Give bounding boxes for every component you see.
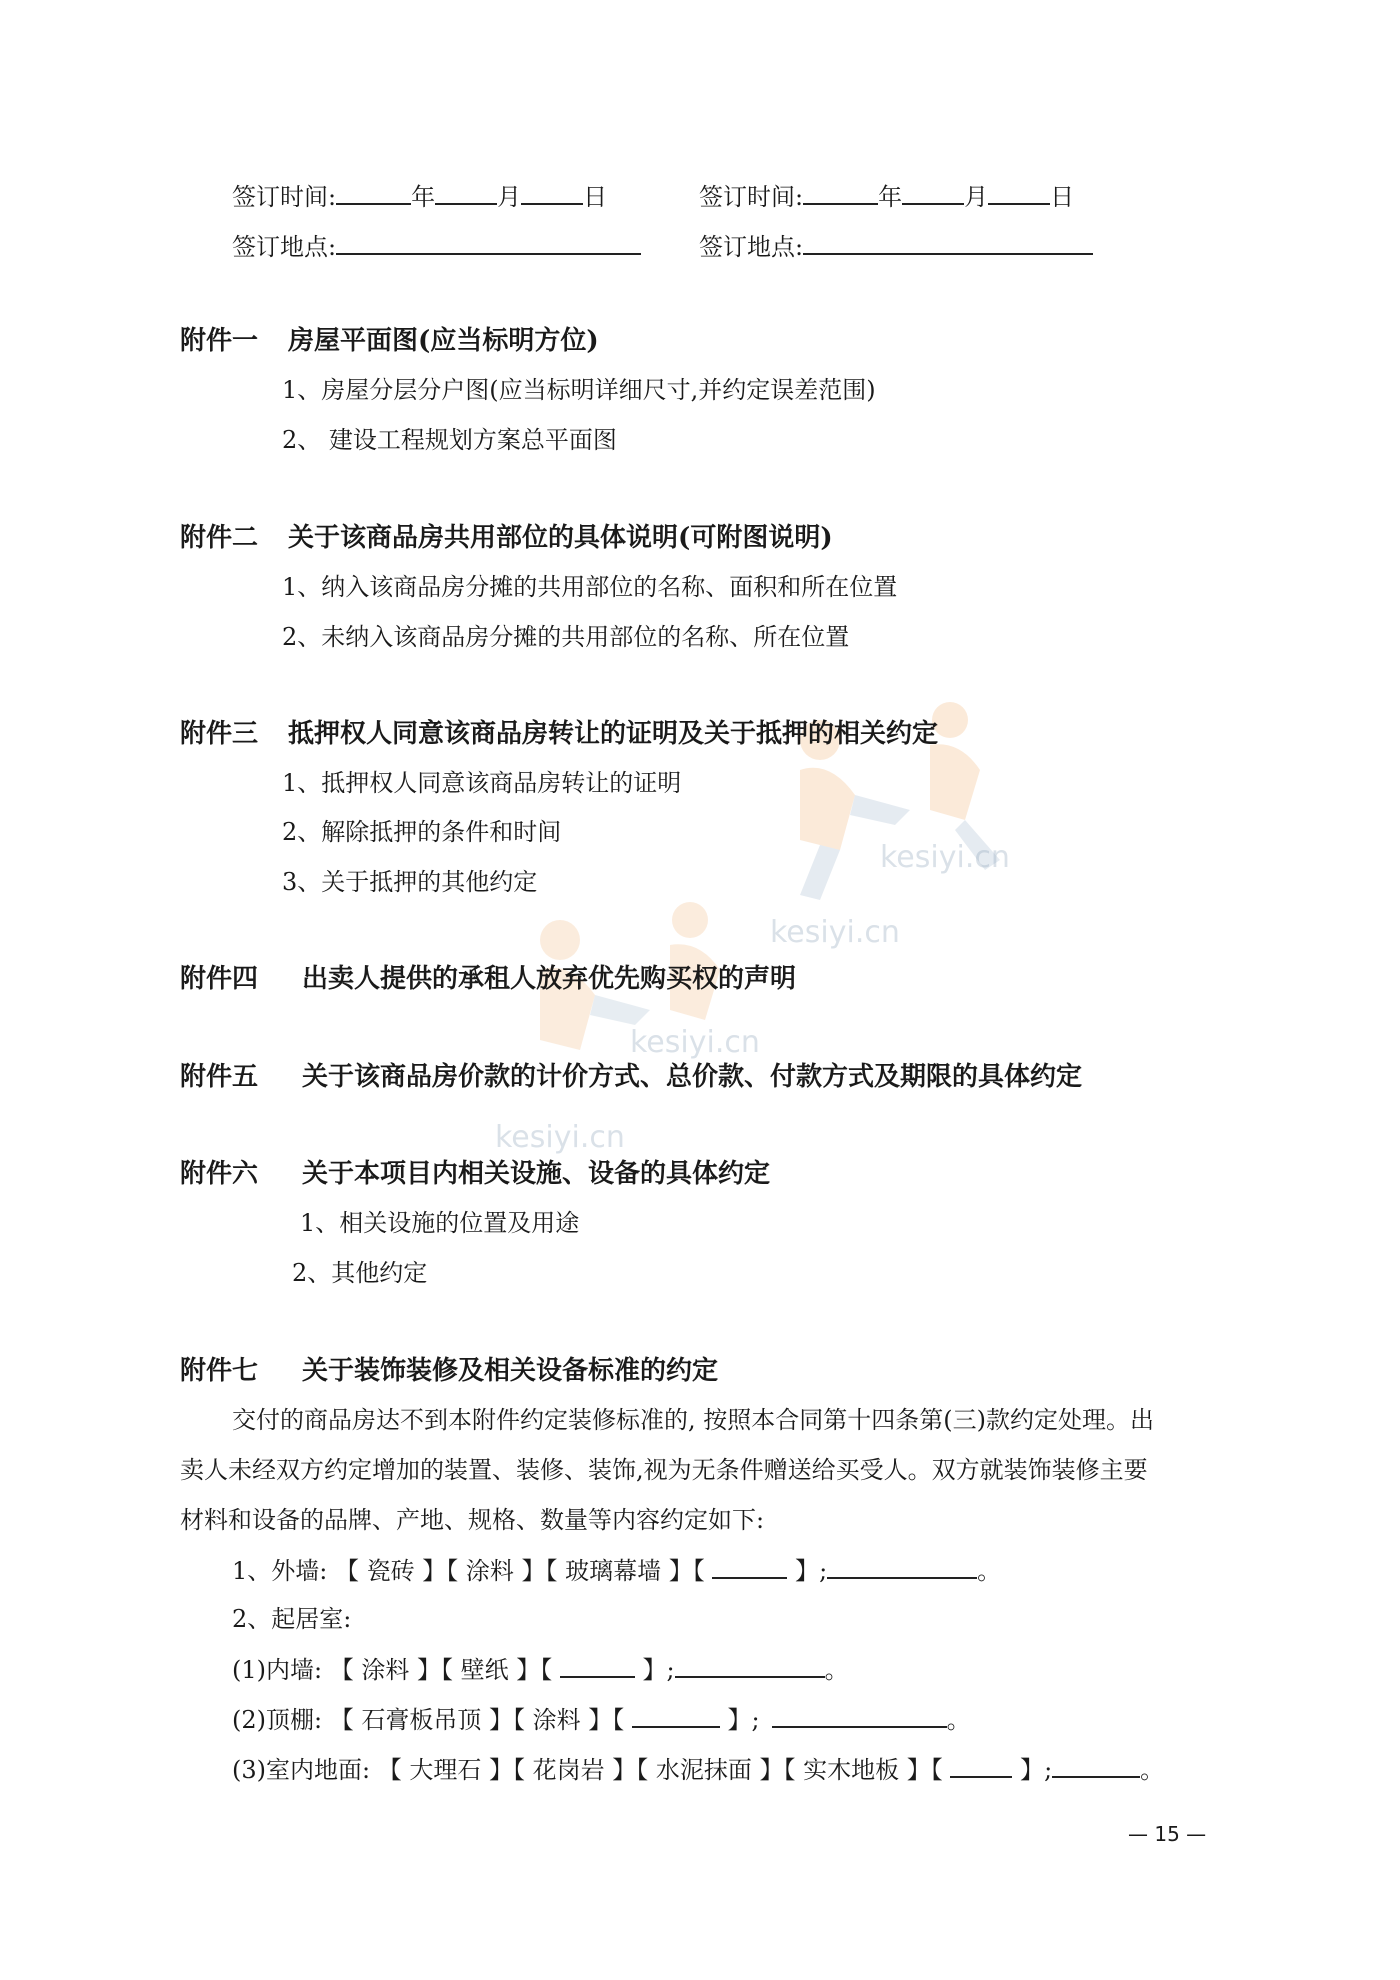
annex4-heading: 附件四 出卖人提供的承租人放弃优先购买权的声明 <box>180 964 797 994</box>
exterior-wall-line: 1、外墙: 【 瓷砖 】【 涂料 】【 玻璃幕墙 】【 】; 。 <box>232 1553 1001 1587</box>
signing-time-label: 签订时间: <box>699 183 804 211</box>
annex3-item: 1、抵押权人同意该商品房转让的证明 <box>282 769 682 797</box>
watermark-text: kesiyi.cn <box>880 840 1010 875</box>
ceiling-line: (2)顶棚: 【 石膏板吊顶 】【 涂料 】【 】; 。 <box>232 1702 971 1736</box>
watermark-text: kesiyi.cn <box>630 1025 760 1060</box>
annex1-heading: 附件一 房屋平面图(应当标明方位) <box>180 326 599 356</box>
signing-time-label: 签订时间: <box>232 183 337 211</box>
page-number: — 15 — <box>1128 1822 1207 1846</box>
annex7-paragraph-line: 卖人未经双方约定增加的装置、装修、装饰,视为无条件赠送给买受人。双方就装饰装修主要 <box>180 1456 1148 1484</box>
signing-place-label: 签订地点: <box>699 233 804 261</box>
annex6-item: 1、相关设施的位置及用途 <box>300 1209 580 1237</box>
annex6-item: 2、其他约定 <box>292 1259 428 1287</box>
signing-place-left <box>232 229 641 263</box>
annex3-item: 2、解除抵押的条件和时间 <box>282 818 562 846</box>
floor-line: (3)室内地面: 【 大理石 】【 花岗岩 】【 水泥抹面 】【 实木地板 】【 】; 。 <box>232 1752 1164 1786</box>
watermark-text: kesiyi.cn <box>770 915 900 950</box>
living-room-line: 2、起居室: <box>232 1605 352 1633</box>
inner-wall-line: (1)内墙: 【 涂料 】【 壁纸 】【 】; 。 <box>232 1652 849 1686</box>
annex2-item: 1、纳入该商品房分摊的共用部位的名称、面积和所在位置 <box>282 573 898 601</box>
signing-time-left: 签订时间: 年 月 日 <box>232 179 607 213</box>
annex3-item: 3、关于抵押的其他约定 <box>282 868 538 896</box>
signing-place-label: 签订地点: <box>232 233 337 261</box>
annex3-heading: 附件三 抵押权人同意该商品房转让的证明及关于抵押的相关约定 <box>180 719 939 749</box>
signing-time-right: 签订时间: 年 月 日 <box>699 179 1074 213</box>
annex6-heading: 附件六 关于本项目内相关设施、设备的具体约定 <box>180 1159 771 1189</box>
annex2-heading: 附件二 关于该商品房共用部位的具体说明(可附图说明) <box>180 523 833 553</box>
watermark-text: kesiyi.cn <box>495 1120 625 1155</box>
annex1-item: 1、房屋分层分户图(应当标明详细尺寸,并约定误差范围) <box>282 376 876 404</box>
signing-place-right <box>699 229 1093 263</box>
annex2-item: 2、未纳入该商品房分摊的共用部位的名称、所在位置 <box>282 623 850 651</box>
annex7-heading: 附件七 关于装饰装修及相关设备标准的约定 <box>180 1356 719 1386</box>
annex7-paragraph-line: 材料和设备的品牌、产地、规格、数量等内容约定如下: <box>180 1506 765 1534</box>
annex1-item: 2、 建设工程规划方案总平面图 <box>282 426 617 454</box>
annex7-paragraph-line: 交付的商品房达不到本附件约定装修标准的, 按照本合同第十四条第(三)款约定处理。出 <box>232 1406 1154 1434</box>
annex5-heading: 附件五 关于该商品房价款的计价方式、总价款、付款方式及期限的具体约定 <box>180 1062 1083 1092</box>
